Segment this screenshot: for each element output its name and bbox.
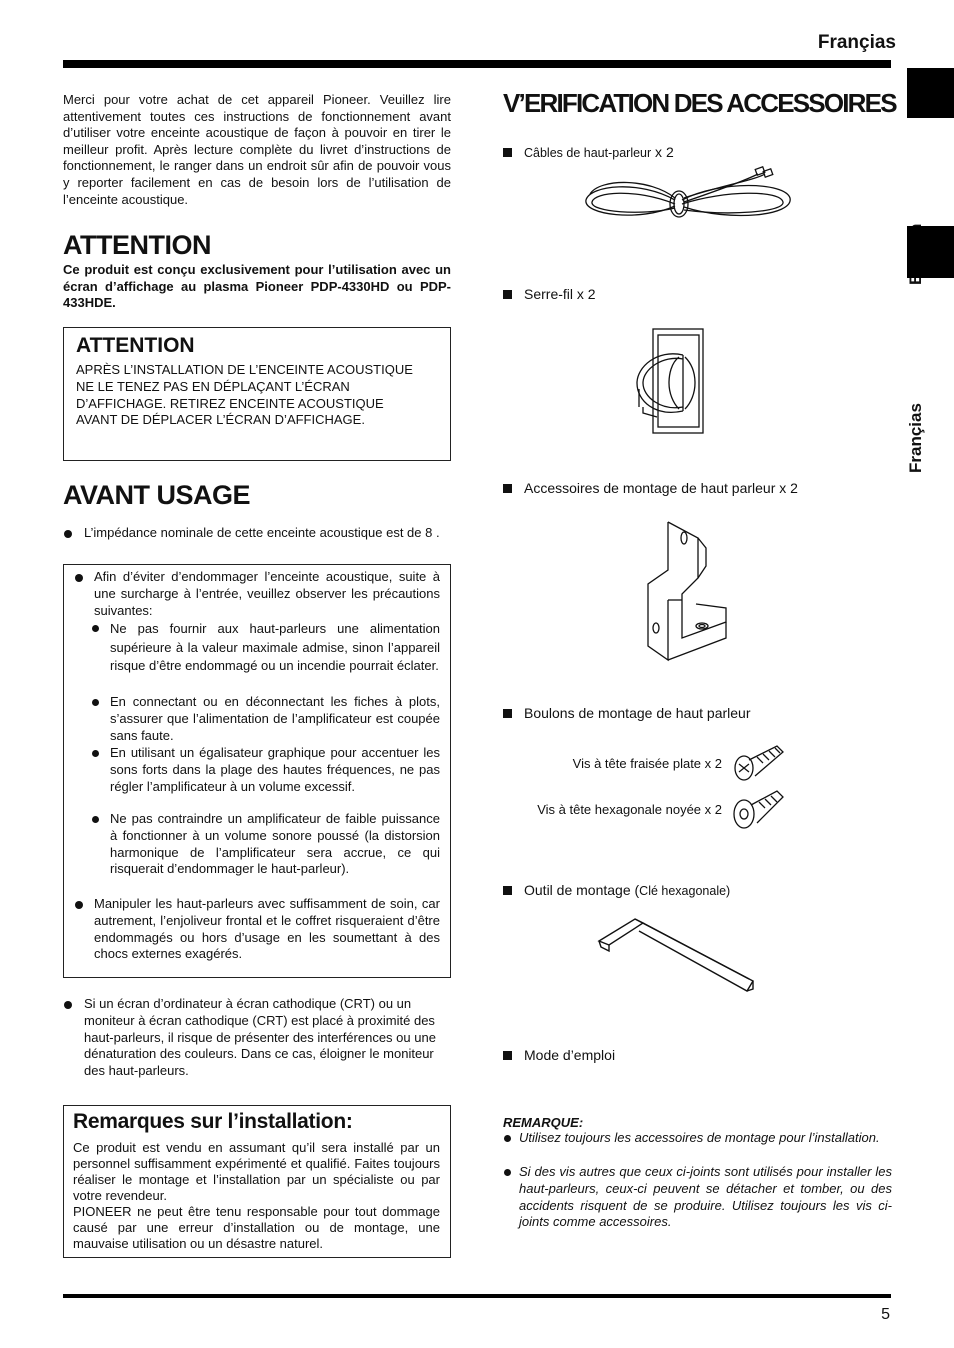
vis-plate-label: Vis à tête fraisée plate x 2: [572, 756, 722, 771]
square-bullet: [503, 709, 512, 718]
flat-head-screw-icon: [733, 742, 785, 784]
remarque-item: Utilisez toujours les accessoires de montage pour l’installation.: [519, 1130, 880, 1145]
installation-box: [63, 1105, 451, 1258]
avant-usage-heading: AVANT USAGE: [63, 480, 251, 510]
verification-heading: V’ERIFICATION DES ACCESSOIRES: [503, 88, 896, 118]
square-bullet: [503, 484, 512, 493]
square-bullet: [503, 290, 512, 299]
square-bullet: [503, 148, 512, 157]
tab-marker-francais: [907, 226, 954, 278]
installation-text: Ce produit est vendu en assumant qu’il sera installé par un personnel suffisamment expérimenté et qualifié. Faites toujours réaliser le montage et l’installation par un spécialiste ou par votre revendeur. PIONEER ne peut être tenu responsable pour tout dommage causé par une erreur d’installation ou de montage, une mauvaise utilisation ou un désastre naturel.: [73, 1140, 440, 1251]
bottom-rule: [63, 1294, 891, 1298]
speaker-cable-image: [580, 160, 800, 235]
precaution-item: Ne pas fournir aux haut-parleurs une alimentation supérieure à la valeur maximale admise, sinon l’appareil risque d’être endommagé ou un incendie pourrait éclater.: [110, 621, 440, 673]
bullet: [504, 1169, 511, 1176]
side-tab-francais: Françias: [906, 403, 925, 473]
bullet: [92, 699, 99, 706]
remarque-item: Si des vis autres que ceux ci-joints sont utilisés pour installer les haut-parleurs, ceux-ci peuvent se détacher et tomber, ou des accidents risquent de se produire. Utilisez toujours les vis ci-joints comme accessoires.: [519, 1164, 892, 1230]
top-rule: [63, 60, 891, 68]
tab-marker-english: [907, 68, 954, 118]
intro-text: Merci pour votre achat de cet appareil Pioneer. Veuillez lire attentivement toutes ces instructions de fonctionnement avant d’utiliser votre enceinte acoustique de façon à pouvoir en tirer le meilleur profit. Après lecture complète du livret d’instructions de fonctionnement, le ranger dans un endroit sûr afin de pouvoir vous y reporter facilement en cas de besoin lors de l’utilisation de l’enceinte acoustique.: [63, 92, 451, 207]
precaution-item: Ne pas contraindre un amplificateur de faible puissance à fonctionner à un volume sonore poussé (la distorsion harmonique de l’amplificateur sera accrue, ce qui risquerait d’endommager le haut-parleur).: [110, 811, 440, 877]
item-mode-emploi: Mode d’emploi: [524, 1047, 616, 1063]
bullet: [92, 816, 99, 823]
precautions-box: [63, 564, 451, 978]
mounting-bracket-image: [640, 520, 735, 665]
hex-key-image: [595, 915, 757, 995]
square-bullet: [503, 886, 512, 895]
vis-hex-label: Vis à tête hexagonale noyée x 2: [537, 802, 722, 817]
bullet: [64, 530, 72, 538]
item-boulons: Boulons de montage de haut parleur: [524, 705, 751, 721]
bullet: [92, 750, 99, 757]
installation-title: Remarques sur l’installation:: [73, 1110, 353, 1133]
crt-text: Si un écran d’ordinateur à écran cathodique (CRT) ou un moniteur à écran cathodique (CRT) est placé à proximité des haut-parleurs, il risque de présenter des interférences ou une dénaturation des couleurs. Dans ce cas, éloigner le moniteur des haut-parleurs.: [84, 996, 436, 1079]
cable-clamp-image: [635, 327, 710, 435]
item-outil: Outil de montage (Clé hexagonale): [524, 882, 731, 898]
attention-box: [63, 327, 451, 461]
hex-socket-screw-icon: [733, 787, 785, 831]
attention-box-title: ATTENTION: [76, 334, 195, 357]
attention-box-text: APRÈS L’INSTALLATION DE L’ENCEINTE ACOUSTIQUE NE LE TENEZ PAS EN DÉPLAÇANT L’ÉCRAN D’AFFICHAGE. RETIREZ ENCEINTE ACOUSTIQUE AVANT DE DÉPLACER L’ÉCRAN D’AFFICHAGE.: [76, 362, 413, 428]
precaution-item: En utilisant un égalisateur graphique pour accentuer les sons forts dans la plage des hautes fréquences, ne pas régler l’amplificateur à un volume excessif.: [110, 745, 440, 794]
bullet: [504, 1135, 511, 1142]
item-montage: Accessoires de montage de haut parleur x 2: [524, 480, 798, 496]
header-language: Françias: [817, 32, 896, 53]
bullet: [64, 1001, 72, 1009]
item-serre-fil: Serre-fil x 2: [524, 286, 596, 302]
precautions-last: Manipuler les haut-parleurs avec suffisamment de soin, car autrement, l’enjoliveur frontal et le coffret risqueraient d’être endommagés ou hors d’usage en les soumettant à des chocs externes exagérés.: [94, 896, 440, 962]
bullet: [75, 574, 83, 582]
precaution-item: En connectant ou en déconnectant les fiches à plots, s’assurer que l’alimentation de l’amplificateur est coupée sans faute.: [110, 694, 440, 743]
item-cables: Câbles de haut-parleur x 2: [524, 144, 674, 160]
attention-heading: ATTENTION: [63, 230, 211, 260]
square-bullet: [503, 1051, 512, 1060]
impedance-text: L’impédance nominale de cette enceinte acoustique est de 8 .: [84, 525, 440, 540]
attention-text: Ce produit est conçu exclusivement pour l’utilisation avec un écran d’affichage au plasma Pioneer PDP-4330HD ou PDP-433HDE.: [63, 262, 451, 311]
bullet: [92, 625, 99, 632]
remarque-title: REMARQUE:: [503, 1115, 584, 1130]
page-number: 5: [881, 1306, 890, 1323]
precautions-intro: Afin d’éviter d’endommager l’enceinte acoustique, suite à une surcharge à l’entrée, veuillez observer les précautions suivantes:: [94, 569, 440, 618]
bullet: [75, 901, 83, 909]
